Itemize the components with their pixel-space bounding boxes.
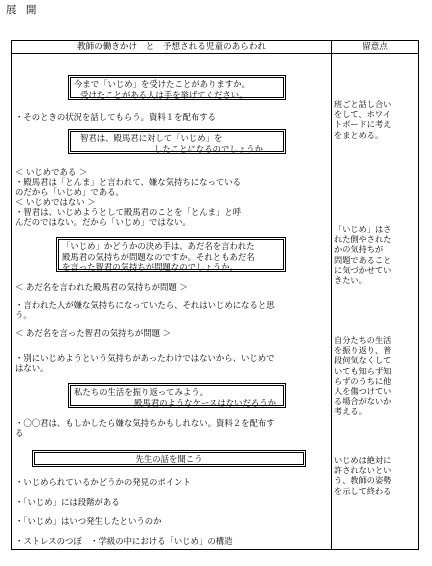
note-block-1: 班ごと話し合い をして、ホワイ トボードに考え をまとめる。 [334,99,392,140]
text-line: んだのではない。だから「いじめ」ではない。 [15,217,191,227]
text-line: ・智君は、いじめようとして殿馬君のことを「とんま」と呼 [15,207,242,217]
header-divider [12,53,418,54]
note-block-4: いじめは絶対に 許されないとい う、教師の姿勢 を示して終わる [334,455,392,496]
question-box-1: 今まで「いじめ」を受けたことがありますか。 受けたことがある人は手を挙げてください。 [68,75,286,100]
question-box-3: 「いじめ」かどうかの決め手は、あだ名を言われた 殿馬君の気持ちが問題なのですか。それともあだ名 を言った智君の気持ちが問題なのでしょうか。 [56,237,286,272]
text-line: ＜ あだ名を言われた殿馬君の気持ちが問題 ＞ [15,282,188,292]
text-line: ・「いじめ」はいつ発生したというのか [15,516,162,526]
text-line: ・言われた人が嫌な気持ちになっていたら、それはいじめになると思 [15,300,275,310]
text-line: う。 [15,310,32,320]
text-line: ・ストレスのつぼ ・学級の中における「いじめ」の構造 [15,536,233,546]
note-block-2: 「いじめ」はさ れた側やされた かの気持ちが 問題であること に気づかせてい きたい。 [334,224,392,286]
text-line: ・別にいじめようという気持ちがあったわけではないから、いじめで [15,353,275,363]
text-line: る [15,428,24,438]
text-line: ・〇〇君は、もしかしたら嫌な気持ちかもしれない。資料２を配布す [15,418,275,428]
column-divider [331,41,332,549]
text-line: ＜ いじめではない ＞ [15,197,96,207]
column-header-main: 教師の働きかけ と 予想される児童のあらわれ [76,42,267,52]
text-line: はない。 [15,363,49,373]
text-line: ・「いじめ」には段階がある [15,497,120,507]
lesson-table [11,40,419,550]
instruction-box: 先生の話を聞こう [32,450,306,467]
section-heading: 展 開 [6,4,40,16]
question-box-2: 智君は、殿馬君に対して「いじめ」を したことになるのでしょうか [68,129,286,154]
text-line: ＜ いじめである ＞ [15,167,88,177]
note-block-3: 自分たちの生活 を振り返り、普 段何気なくして いても知らず知 らずのうちに他 人を傷つけてい る場合がないか 考える。 [334,335,392,417]
column-header-note: 留意点 [362,42,388,52]
text-line: ・いじめられているかどうかの発見のポイント [15,477,191,487]
text-line: ＜ あだ名を言った智君の気持ちが問題 ＞ [15,328,172,338]
text-line: ・殿馬君は「とんま」と言われて、嫌な気持ちになっている [15,177,241,187]
text-line: ・そのときの状況を話してもらう。資料１を配布する [15,112,216,122]
question-box-4: 私たちの生活を振り返ってみよう。 殿馬君のようなケースはないだろうか [68,383,286,408]
text-line: のだから「いじめ」である。 [15,187,124,197]
